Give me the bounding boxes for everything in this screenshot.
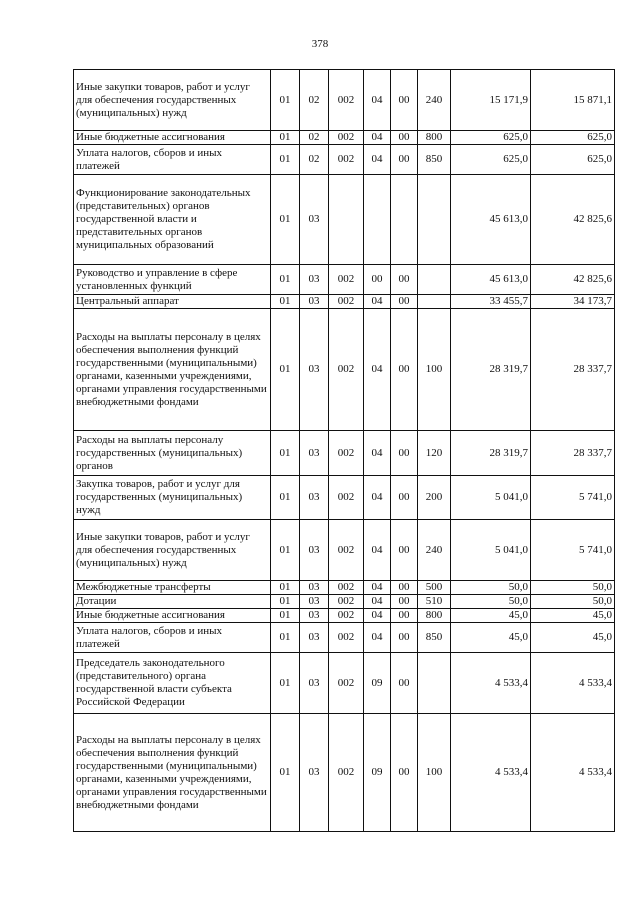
subprogram-code: 04	[364, 623, 391, 653]
amount-year-1: 625,0	[451, 145, 531, 175]
expense-type-code: 850	[418, 623, 451, 653]
amount-year-2: 4 533,4	[531, 714, 615, 832]
amount-year-2: 625,0	[531, 145, 615, 175]
amount-year-2: 15 871,1	[531, 70, 615, 131]
subsection-code: 03	[300, 309, 329, 431]
program-code: 002	[329, 595, 364, 609]
table-row	[74, 70, 615, 131]
subsection-code: 03	[300, 623, 329, 653]
expense-type-code: 800	[418, 131, 451, 145]
direction-code: 00	[391, 714, 418, 832]
row-name: Расходы на выплаты персоналу государственных (муниципальных) органов	[74, 431, 271, 476]
program-code: 002	[329, 265, 364, 295]
expense-type-code: 200	[418, 476, 451, 520]
subprogram-code: 04	[364, 595, 391, 609]
table-row	[74, 623, 615, 653]
section-code: 01	[271, 175, 300, 265]
amount-year-2: 42 825,6	[531, 175, 615, 265]
amount-year-1: 28 319,7	[451, 431, 531, 476]
amount-year-1: 50,0	[451, 581, 531, 595]
subprogram-code: 09	[364, 714, 391, 832]
amount-year-2: 625,0	[531, 131, 615, 145]
subprogram-code: 09	[364, 653, 391, 714]
subsection-code: 03	[300, 265, 329, 295]
amount-year-1: 5 041,0	[451, 520, 531, 581]
section-code: 01	[271, 623, 300, 653]
direction-code: 00	[391, 131, 418, 145]
row-name: Межбюджетные трансферты	[74, 581, 271, 595]
row-name: Расходы на выплаты персоналу в целях обеспечения выполнения функций государственными (муниципальными) органами, казенными учреждениями, органами управления государственными внебюджетными фондами	[74, 309, 271, 431]
program-code: 002	[329, 70, 364, 131]
row-name: Иные бюджетные ассигнования	[74, 131, 271, 145]
row-name: Уплата налогов, сборов и иных платежей	[74, 623, 271, 653]
expense-type-code: 500	[418, 581, 451, 595]
subsection-code: 03	[300, 175, 329, 265]
amount-year-1: 15 171,9	[451, 70, 531, 131]
expense-type-code: 240	[418, 520, 451, 581]
table-row	[74, 431, 615, 476]
program-code: 002	[329, 431, 364, 476]
amount-year-2: 28 337,7	[531, 431, 615, 476]
subsection-code: 02	[300, 145, 329, 175]
subprogram-code: 04	[364, 309, 391, 431]
table-row	[74, 595, 615, 609]
section-code: 01	[271, 431, 300, 476]
subsection-code: 03	[300, 581, 329, 595]
amount-year-2: 45,0	[531, 609, 615, 623]
direction-code: 00	[391, 295, 418, 309]
section-code: 01	[271, 70, 300, 131]
expense-type-code: 100	[418, 714, 451, 832]
subprogram-code: 04	[364, 131, 391, 145]
amount-year-2: 4 533,4	[531, 653, 615, 714]
expense-type-code: 120	[418, 431, 451, 476]
row-name: Иные закупки товаров, работ и услуг для обеспечения государственных (муниципальных) нужд	[74, 520, 271, 581]
table-row	[74, 265, 615, 295]
direction-code: 00	[391, 595, 418, 609]
section-code: 01	[271, 653, 300, 714]
amount-year-1: 4 533,4	[451, 714, 531, 832]
section-code: 01	[271, 714, 300, 832]
direction-code: 00	[391, 520, 418, 581]
amount-year-1: 4 533,4	[451, 653, 531, 714]
section-code: 01	[271, 595, 300, 609]
amount-year-2: 50,0	[531, 595, 615, 609]
section-code: 01	[271, 131, 300, 145]
subsection-code: 02	[300, 131, 329, 145]
direction-code: 00	[391, 431, 418, 476]
amount-year-2: 5 741,0	[531, 476, 615, 520]
amount-year-1: 45 613,0	[451, 265, 531, 295]
program-code: 002	[329, 145, 364, 175]
expense-type-code: 240	[418, 70, 451, 131]
row-name: Центральный аппарат	[74, 295, 271, 309]
amount-year-1: 45,0	[451, 623, 531, 653]
budget-table	[73, 69, 615, 832]
direction-code: 00	[391, 609, 418, 623]
section-code: 01	[271, 581, 300, 595]
row-name: Председатель законодательного (представительного) органа государственной власти субъекта Российской Федерации	[74, 653, 271, 714]
table-row	[74, 714, 615, 832]
amount-year-1: 28 319,7	[451, 309, 531, 431]
direction-code	[391, 175, 418, 265]
table-row	[74, 609, 615, 623]
subsection-code: 03	[300, 520, 329, 581]
expense-type-code: 100	[418, 309, 451, 431]
subprogram-code: 04	[364, 609, 391, 623]
direction-code: 00	[391, 265, 418, 295]
table-row	[74, 476, 615, 520]
row-name: Функционирование законодательных (представительных) органов государственной власти и представительных органов муниципальных образований	[74, 175, 271, 265]
amount-year-2: 42 825,6	[531, 265, 615, 295]
direction-code: 00	[391, 309, 418, 431]
amount-year-2: 50,0	[531, 581, 615, 595]
amount-year-1: 45 613,0	[451, 175, 531, 265]
subsection-code: 03	[300, 431, 329, 476]
subsection-code: 03	[300, 714, 329, 832]
subprogram-code: 04	[364, 581, 391, 595]
page-number: 378	[311, 38, 329, 50]
table-row	[74, 581, 615, 595]
program-code: 002	[329, 623, 364, 653]
table-row	[74, 295, 615, 309]
amount-year-1: 50,0	[451, 595, 531, 609]
section-code: 01	[271, 309, 300, 431]
amount-year-1: 5 041,0	[451, 476, 531, 520]
table-row	[74, 520, 615, 581]
section-code: 01	[271, 609, 300, 623]
table-row	[74, 145, 615, 175]
subsection-code: 03	[300, 476, 329, 520]
expense-type-code: 510	[418, 595, 451, 609]
direction-code: 00	[391, 623, 418, 653]
amount-year-2: 45,0	[531, 623, 615, 653]
table-row	[74, 309, 615, 431]
section-code: 01	[271, 145, 300, 175]
subprogram-code	[364, 175, 391, 265]
row-name: Расходы на выплаты персоналу в целях обеспечения выполнения функций государственными (муниципальными) органами, казенными учреждениями, органами управления государственными внебюджетными фондами	[74, 714, 271, 832]
section-code: 01	[271, 295, 300, 309]
expense-type-code: 850	[418, 145, 451, 175]
subprogram-code: 04	[364, 145, 391, 175]
direction-code: 00	[391, 70, 418, 131]
expense-type-code	[418, 295, 451, 309]
subsection-code: 03	[300, 653, 329, 714]
program-code: 002	[329, 309, 364, 431]
table-row	[74, 175, 615, 265]
subprogram-code: 00	[364, 265, 391, 295]
program-code	[329, 175, 364, 265]
program-code: 002	[329, 714, 364, 832]
subprogram-code: 04	[364, 431, 391, 476]
direction-code: 00	[391, 476, 418, 520]
row-name: Иные бюджетные ассигнования	[74, 609, 271, 623]
row-name: Закупка товаров, работ и услуг для государственных (муниципальных) нужд	[74, 476, 271, 520]
program-code: 002	[329, 295, 364, 309]
amount-year-2: 28 337,7	[531, 309, 615, 431]
amount-year-2: 5 741,0	[531, 520, 615, 581]
row-name: Дотации	[74, 595, 271, 609]
program-code: 002	[329, 131, 364, 145]
subprogram-code: 04	[364, 295, 391, 309]
direction-code: 00	[391, 581, 418, 595]
table-row	[74, 653, 615, 714]
expense-type-code	[418, 265, 451, 295]
section-code: 01	[271, 520, 300, 581]
row-name: Руководство и управление в сфере установленных функций	[74, 265, 271, 295]
program-code: 002	[329, 581, 364, 595]
program-code: 002	[329, 609, 364, 623]
table-row	[74, 131, 615, 145]
program-code: 002	[329, 653, 364, 714]
row-name: Уплата налогов, сборов и иных платежей	[74, 145, 271, 175]
program-code: 002	[329, 520, 364, 581]
subsection-code: 03	[300, 609, 329, 623]
section-code: 01	[271, 265, 300, 295]
expense-type-code	[418, 653, 451, 714]
program-code: 002	[329, 476, 364, 520]
subsection-code: 03	[300, 295, 329, 309]
subprogram-code: 04	[364, 476, 391, 520]
expense-type-code	[418, 175, 451, 265]
row-name: Иные закупки товаров, работ и услуг для обеспечения государственных (муниципальных) нужд	[74, 70, 271, 131]
expense-type-code: 800	[418, 609, 451, 623]
amount-year-2: 34 173,7	[531, 295, 615, 309]
amount-year-1: 45,0	[451, 609, 531, 623]
amount-year-1: 33 455,7	[451, 295, 531, 309]
subsection-code: 02	[300, 70, 329, 131]
subprogram-code: 04	[364, 70, 391, 131]
direction-code: 00	[391, 653, 418, 714]
amount-year-1: 625,0	[451, 131, 531, 145]
subprogram-code: 04	[364, 520, 391, 581]
direction-code: 00	[391, 145, 418, 175]
subsection-code: 03	[300, 595, 329, 609]
section-code: 01	[271, 476, 300, 520]
